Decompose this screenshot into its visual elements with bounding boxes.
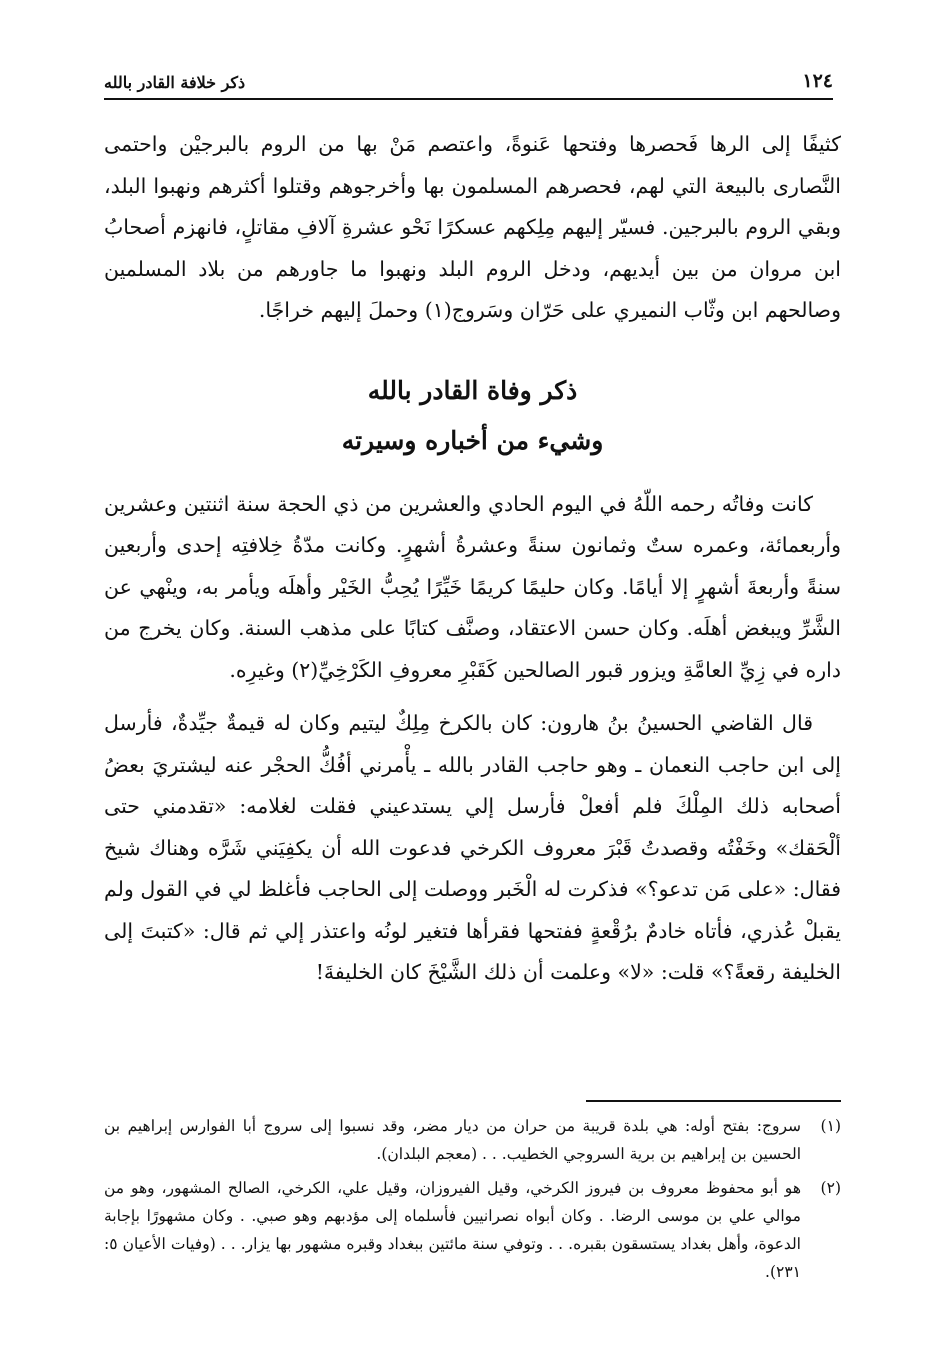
footnote (104, 1112, 841, 1168)
footnotes (104, 1112, 841, 1292)
footnote-number: (١) (820, 1117, 841, 1135)
footnote-separator (586, 1100, 841, 1102)
anecdote-paragraph: قال القاضي الحسينُ بنُ هارون: كان بالكرخ مِلِكٌ ليتيم وكان له قيمةٌ جيِّدةٌ، فأرسل إلى ابن حاجب النعمان ـ وهو حاجب القادر بالله ـ يأْمرني أفُكُّ الحجْر عنه ليشتريَ بعضُ أصحابه ذلك المِلْكَ فلم أفعلْ فأرسل إلي يستدعيني فقلت لغلامه: «تقدمني حتى ألْحَقك» وخَفْتُه وقصدتُ قَبْرَ معروف الكرخي فدعوت الله أن يكفِيَني شَرَّه وهناك شيخ فقال: «على مَن تدعو؟» فذكرت له الْخَبر ووصلت إلى الحاجب فأغلظ لي في القول ولم يقبلْ عُذري، فأتاه خادمٌ برُقْعةٍ ففتحها فقرأها فتغير لونُه واعتذر إلي ثم قال: «كتبتَ إلى الخليفة رقعةً؟» قلت: «لا» وعلمت أن ذلك الشَّيْخَ كان الخليفةَ! (104, 711, 841, 984)
footnote-text: هو أبو محفوظ معروف بن فيروز الكرخي، وقيل الفيروزان، وقيل علي، الكرخي، الصالح المشهور، وهو من موالي علي بن موسى الرضا. . وكان أبواه نصرانيين فأسلماه إلى مؤدبهم وهو صبي. . وكان مشهورًا بإجابة الدعوة، وأهل بغداد يستسقون بقبره. . . وتوفي سنة مائتين ببغداد وقبره مشهور بها يزار. . . (وفيات الأعيان ٥: ٢٣١). (104, 1179, 801, 1281)
intro-paragraph: كثيفًا إلى الرها فَحصرها وفتحها عَنوةً، واعتصم مَنْ بها من الروم بالبرجيْن واحتمى النَّصارى بالبيعة التي لهم، فحصرهم المسلمون بها وأخرجوهم وقتلوا أكثرهم ونهبوا البلد، وبقي الروم بالبرجين. فسيّر إليهم مِلِكهم عسكرًا نَحْو عشرةِ آلافِ مقاتلٍ، فانهزم أصحابُ ابن مروان من بين أيديهم، ودخل الروم البلد ونهبوا ما جاورهم من بلاد المسلمين وصالحهم ابن وثّاب النميري على حَرّان وسَروج(١) وحملَ إليهم خراجًا. (104, 132, 841, 322)
section-heading (104, 366, 841, 466)
page-number: ١٢٤ (802, 70, 833, 92)
page-header (104, 66, 833, 100)
footnote-number: (٢) (820, 1179, 841, 1197)
section-heading-line-2: وشيء من أخباره وسيرته (341, 425, 604, 455)
death-paragraph: كانت وفاتُه رحمه اللّهُ في اليوم الحادي والعشرين من ذي الحجة سنة اثنتين وعشرين وأربعمائة، وعمره ستٌ وثمانون سنةً وعشرةُ أشهرٍ. وكانت مدّةُ خِلافتِه إحدى وأربعين سنةً وأربعةَ أشهرٍ إلا أيامًا. وكان حليمًا كريمًا خَيِّرًا يُحِبُّ الخَيْر وأهلَه ويأمر به، وينْهي عن الشَّرِّ ويبغض أهلَه. وكان حسن الاعتقاد، وصنَّف كتابًا على مذهب السنة. وكان يخرج من داره في زِيِّ العامَّةِ ويزور قبور الصالحين كَقَبْرِ معروفِ الكَرْخِيِّ(٢) وغيرِه. (104, 491, 841, 682)
running-title: ذكر خلافة القادر بالله (104, 73, 246, 92)
footnote (104, 1174, 841, 1286)
footnote-text: سروج: بفتح أوله: هي بلدة قريبة من حران من ديار مضر، وقد نسبوا إلى سروج أبا الفوارس إبراهيم بن الحسين بن إبراهيم بن برية السروجي الخطيب. . . (معجم البلدان). (104, 1117, 801, 1163)
section-heading-line-1: ذكر وفاة القادر بالله (367, 375, 578, 405)
main-text (104, 124, 841, 994)
